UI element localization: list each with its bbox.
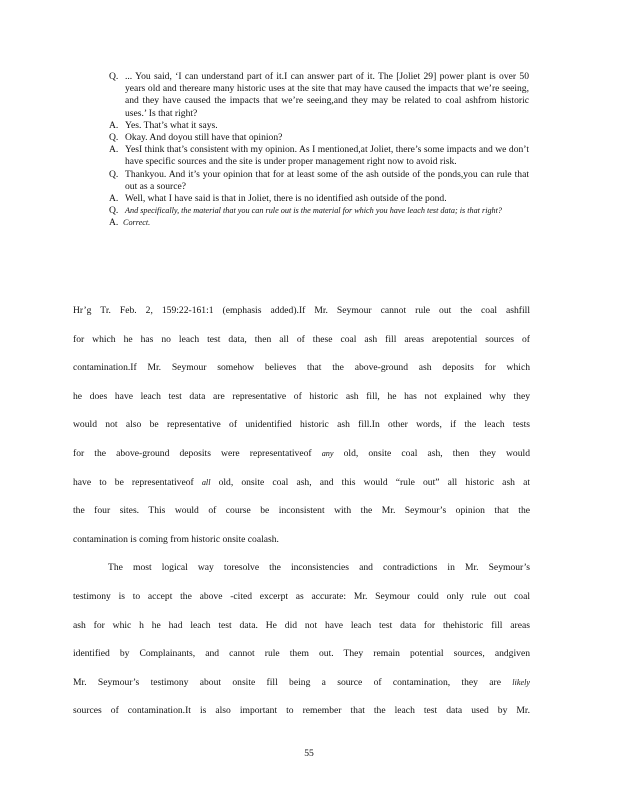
qa-text-emphasized: And specifically, the material that you can rule out is the material for which you have leach test data; is that right? xyxy=(125,206,503,216)
qa-text: Yes. That’s what it says. xyxy=(125,119,218,131)
text-line: Hr’g Tr. Feb. 2, 159:22-161:1 (emphasis added).If Mr. Seymour cannot rule out the coal ashfill xyxy=(73,305,530,316)
text-run: have to be representativeof xyxy=(73,476,202,488)
qa-label: A. xyxy=(109,217,119,229)
qa-entry xyxy=(109,169,529,193)
text-line: ash for whic h he had leach test data. He did not have leach test data for thehistoric fill areas xyxy=(73,619,530,631)
text-line: would not also be representative of unidentified historic ash fill.In other words, if the leach tests xyxy=(73,419,530,431)
qa-label: Q. xyxy=(109,132,119,144)
qa-text: Thankyou. And it’s your opinion that for at least some of the ash outside of the ponds,you can rule that out as a source? xyxy=(125,168,529,192)
qa-text: YesI think that’s consistent with my opinion. As I mentioned,at Joliet, there’s some impacts and we don’t have specific sources and the site is under proper management right now to avoid risk. xyxy=(125,144,529,168)
emphasized-word: any xyxy=(321,448,334,458)
text-line: the four sites. This would of course be inconsistent with the Mr. Seymour’s opinion that the xyxy=(73,505,530,517)
text-line: testimony is to accept the above -cited excerpt as accurate: Mr. Seymour could only rule out coal xyxy=(73,590,530,602)
text-line: The most logical way toresolve the inconsistencies and contradictions in Mr. Seymour’s xyxy=(108,562,530,574)
qa-text: ... You said, ‘I can understand part of it.I can answer part of it. The [Joliet 29] power plant is over 50 years old and thereare many historic uses at the site that may have caused the impacts that we’re seeing, and they have caused the impacts that we’re seeing,and they may be related to coal ashfrom historic uses.’ Is that right? xyxy=(125,71,529,119)
qa-entry xyxy=(109,120,529,132)
qa-entry xyxy=(109,132,529,144)
qa-label: A. xyxy=(109,193,119,205)
qa-entry xyxy=(109,205,529,217)
qa-entry xyxy=(109,71,529,120)
qa-label: A. xyxy=(109,144,119,156)
qa-label: Q. xyxy=(109,168,119,180)
body-text xyxy=(73,297,530,726)
text-line: contamination is coming from historic onsite coalash. xyxy=(73,533,279,545)
emphasized-word: likely xyxy=(512,677,530,687)
text-line xyxy=(73,440,530,469)
qa-text: Well, what I have said is that in Joliet, there is no identified ash outside of the pond. xyxy=(125,193,447,205)
qa-entry xyxy=(109,193,529,205)
text-run: for the above-ground deposits were representativeof xyxy=(73,447,322,459)
text-line: identified by Complainants, and cannot rule them out. They remain potential sources, andgiven xyxy=(73,648,530,660)
qa-label: A. xyxy=(109,119,119,131)
deposition-excerpt xyxy=(109,71,529,230)
qa-entry xyxy=(109,144,529,168)
qa-text: Okay. And doyou still have that opinion? xyxy=(125,132,283,144)
text-line: contamination.If Mr. Seymour somehow believes that the above-ground ash deposits for which xyxy=(73,362,530,374)
text-run: old, onsite coal ash, then they would xyxy=(333,447,530,459)
text-line xyxy=(73,469,530,498)
qa-label: Q. xyxy=(109,71,119,82)
page-number: 55 xyxy=(304,748,314,759)
text-line: sources of contamination.It is also important to remember that the leach test data used by Mr. xyxy=(73,705,530,717)
emphasized-word: all xyxy=(201,477,211,487)
qa-text-emphasized: Correct. xyxy=(123,218,151,228)
text-line xyxy=(73,669,530,698)
qa-entry xyxy=(109,217,529,229)
text-line: for which he has no leach test data, then all of these coal ash fill areas arepotential sources of xyxy=(73,333,530,345)
text-run: Mr. Seymour’s testimony about onsite fill being a source of contamination, they are xyxy=(73,676,513,688)
text-line: he does have leach test data are representative of historic ash fill, he has not explained why they xyxy=(73,390,530,402)
text-run: old, onsite coal ash, and this would “rule out” all historic ash at xyxy=(210,476,530,488)
qa-label: Q. xyxy=(109,205,119,217)
